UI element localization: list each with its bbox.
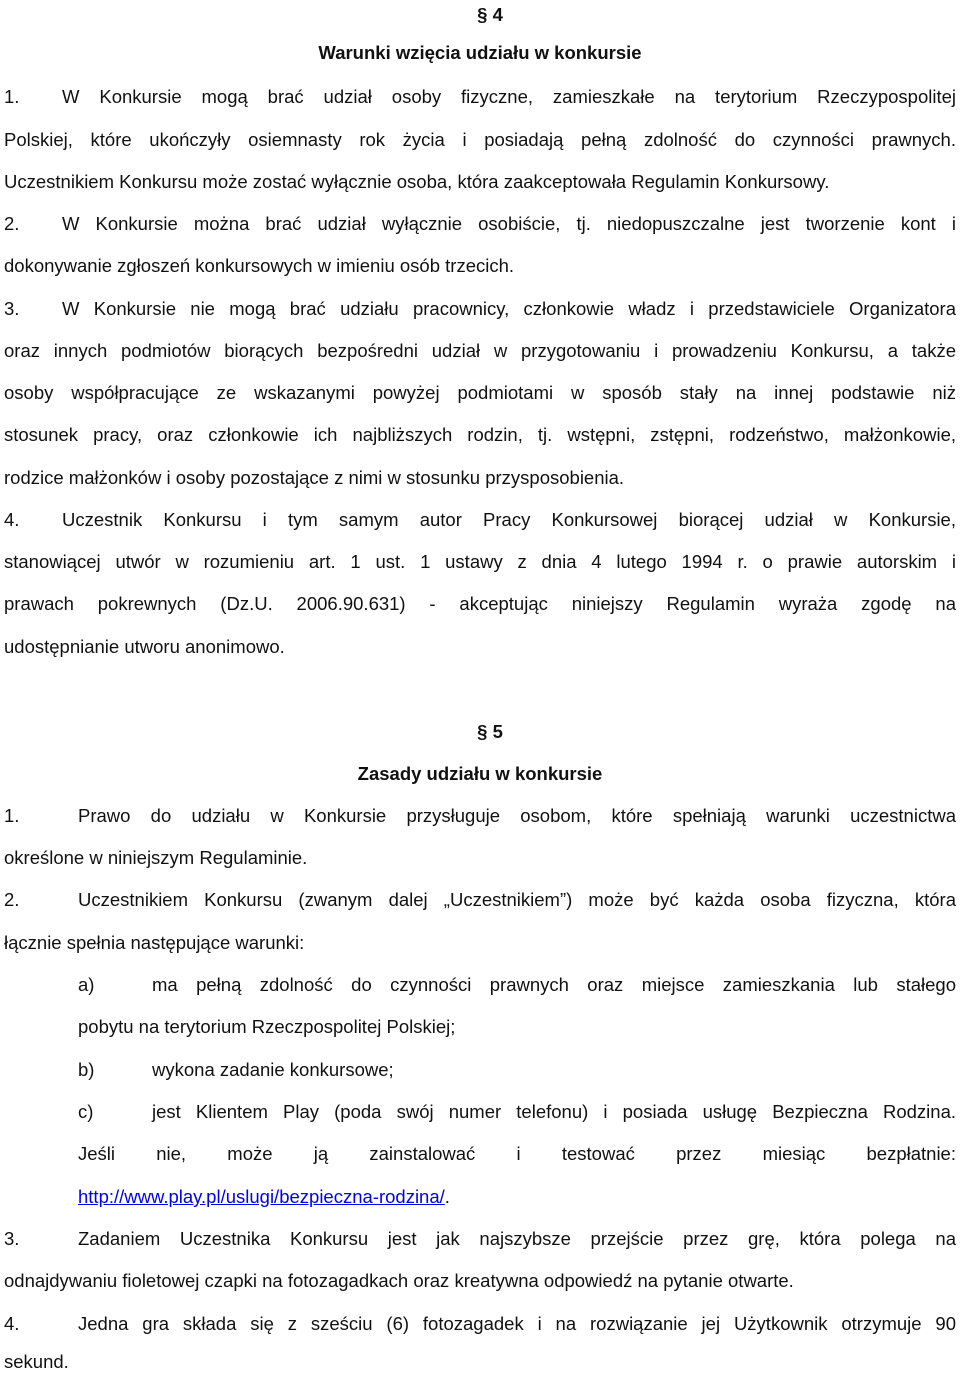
s4-paragraph-2-line-1 (4, 211, 956, 237)
bezpieczna-rodzina-link[interactable]: http://www.play.pl/uslugi/bezpieczna-rodzina/ (78, 1186, 445, 1207)
s4-p3-number: 3. (4, 298, 20, 319)
s4-paragraph-4-line-1 (4, 507, 956, 533)
s5-p1-number: 1. (4, 805, 20, 826)
s5-item-b (78, 1057, 956, 1083)
s5-item-c-line-2: Jeśli nie, może ją zainstalować i testować przez miesiąc bezpłatnie: (78, 1143, 956, 1164)
s4-paragraph-3-line-4: stosunek pracy, oraz członkowie ich najbliższych rodzin, tj. wstępni, zstępni, rodzeństwo, małżonkowie, (4, 424, 956, 445)
s5-paragraph-1-line-1 (4, 803, 956, 829)
s4-paragraph-4-line-3: prawach pokrewnych (Dz.U. 2006.90.631) - akceptując niniejszy Regulamin wyraża zgodę na (4, 593, 956, 614)
s4-paragraph-3-line-2: oraz innych podmiotów biorących bezpośredni udział w przygotowaniu i prowadzeniu Konkursu, a także (4, 340, 956, 361)
s4-paragraph-1-line-2: Polskiej, które ukończyły osiemnasty rok życia i posiadają pełną zdolność do czynności prawnych. (4, 129, 956, 150)
s5-item-c-line-3 (78, 1184, 956, 1210)
s4-paragraph-3-line-3: osoby współpracujące ze wskazanymi powyżej podmiotami w sposób stały na innej podstawie niż (4, 382, 956, 403)
s5-p1-text: Prawo do udziału w Konkursie przysługuje osobom, które spełniają warunki uczestnictwa (78, 805, 956, 826)
s4-p4-text: Uczestnik Konkursu i tym samym autor Pracy Konkursowej biorącej udział w Konkursie, (62, 509, 956, 530)
s5-item-a-label: a) (78, 974, 95, 995)
s4-p1-text: W Konkursie mogą brać udział osoby fizyczne, zamieszkałe na terytorium Rzeczypospolitej (62, 86, 956, 107)
s5-p2-number: 2. (4, 889, 20, 910)
s5-item-c-period: . (444, 1186, 450, 1207)
s4-p3-text: W Konkursie nie mogą brać udziału pracownicy, członkowie władz i przedstawiciele Organizatora (62, 298, 956, 319)
s5-paragraph-4-line-2: sekund. (4, 1351, 69, 1372)
s4-paragraph-1-line-1 (4, 84, 956, 110)
section-5-title: § 5 (477, 721, 503, 742)
s5-item-c-text: jest Klientem Play (poda swój numer telefonu) i posiada usługę Bezpieczna Rodzina. (152, 1101, 956, 1122)
section-5-heading: Zasady udziału w konkursie (357, 763, 603, 784)
s4-paragraph-4-line-2: stanowiącej utwór w rozumieniu art. 1 ust. 1 ustawy z dnia 4 lutego 1994 r. o prawie autorskim i (4, 551, 956, 572)
s4-paragraph-3-line-1 (4, 296, 956, 322)
s5-item-a-text: ma pełną zdolność do czynności prawnych oraz miejsce zamieszkania lub stałego (152, 974, 956, 995)
s4-paragraph-4-line-4: udostępnianie utworu anonimowo. (4, 636, 285, 657)
s5-item-a-line-1 (78, 972, 956, 998)
s5-item-a-line-2: pobytu na terytorium Rzeczpospolitej Polskiej; (78, 1016, 456, 1037)
s5-item-b-label: b) (78, 1059, 95, 1080)
s5-paragraph-3-line-1 (4, 1226, 956, 1252)
s4-p4-number: 4. (4, 509, 20, 530)
s5-item-c-line-1 (78, 1099, 956, 1125)
s4-p1-number: 1. (4, 86, 20, 107)
s5-paragraph-4-line-1 (4, 1311, 956, 1337)
s5-p4-text: Jedna gra składa się z sześciu (6) fotozagadek i na rozwiązanie jej Użytkownik otrzymuje 90 (78, 1313, 956, 1334)
s4-p2-text: W Konkursie można brać udział wyłącznie osobiście, tj. niedopuszczalne jest tworzenie kont i (62, 213, 956, 234)
section-4-heading: Warunki wzięcia udziału w konkursie (318, 42, 642, 63)
s5-p2-text: Uczestnikiem Konkursu (zwanym dalej „Uczestnikiem”) może być każda osoba fizyczna, która (78, 889, 956, 910)
s5-p4-number: 4. (4, 1313, 20, 1334)
s5-p3-text: Zadaniem Uczestnika Konkursu jest jak najszybsze przejście przez grę, która polega na (78, 1228, 956, 1249)
s4-p2-number: 2. (4, 213, 20, 234)
s5-paragraph-2-line-2: łącznie spełnia następujące warunki: (4, 932, 305, 953)
s5-p3-number: 3. (4, 1228, 20, 1249)
section-4-title: § 4 (477, 4, 503, 25)
s5-paragraph-1-line-2: określone w niniejszym Regulaminie. (4, 847, 308, 868)
s4-paragraph-1-line-3: Uczestnikiem Konkursu może zostać wyłącznie osoba, która zaakceptowała Regulamin Konkursowy. (4, 171, 830, 192)
s5-paragraph-2-line-1 (4, 887, 956, 913)
s5-item-b-text: wykona zadanie konkursowe; (152, 1059, 394, 1080)
s5-paragraph-3-line-2: odnajdywaniu fioletowej czapki na fotozagadkach oraz kreatywna odpowiedź na pytanie otwarte. (4, 1270, 794, 1291)
s4-paragraph-2-line-2: dokonywanie zgłoszeń konkursowych w imieniu osób trzecich. (4, 255, 515, 276)
s5-item-c-label: c) (78, 1101, 94, 1122)
s4-paragraph-3-line-5: rodzice małżonków i osoby pozostające z nimi w stosunku przysposobienia. (4, 467, 625, 488)
